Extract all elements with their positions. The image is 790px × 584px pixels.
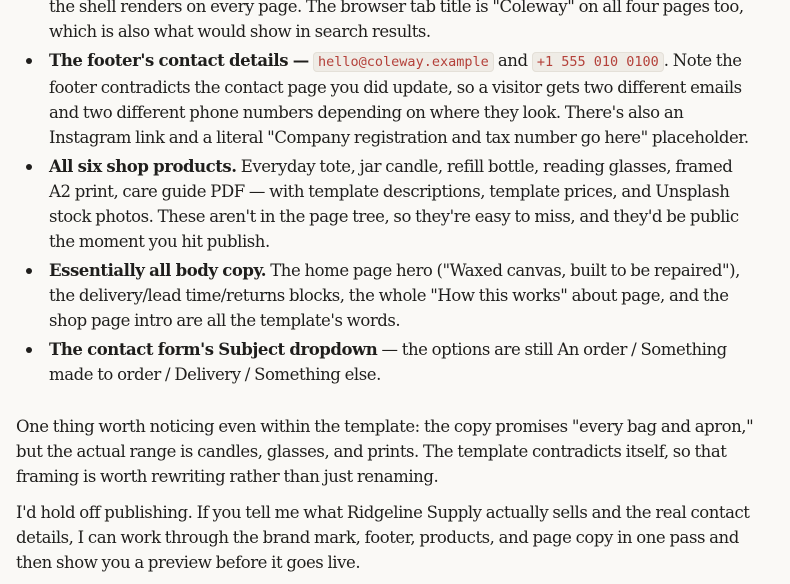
assistant-message [16,0,756,575]
bullet-dot-icon [26,164,32,170]
bullet-lead: All six shop products. [49,157,237,176]
bullet-text: Everyday tote, jar candle, refill bottle, reading glasses, framed A2 print, care guide PDF — with template descriptions, template prices, and Unsplash stock photos. These aren't in the page tree, so they're easy to miss, and they'd be public the moment you hit publish. [49,157,739,251]
bullet-text: — the options are still An order / Something made to order / Delivery / Something else. [49,340,727,384]
list-item-body-copy [16,258,756,333]
paragraph-template-contradiction: One thing worth noticing even within the template: the copy promises "every bag and apron," but the actual range is candles, glasses, and prints. The template contradicts itself, so that framing is worth rewriting rather than just renaming. [16,417,754,486]
paragraph-recommendation: I'd hold off publishing. If you tell me what Ridgeline Supply actually sells and the real contact details, I can work through the brand mark, footer, products, and page copy in one pass and then show you a preview before it goes live. [16,503,750,572]
list-item-footer-contact [16,48,756,150]
bullet-text: The home page hero ("Waxed canvas, built to be repaired"), the delivery/lead time/returns blocks, the whole "How this works" about page, and the shop page intro are all the template's words. [49,261,740,330]
list-item-subject-dropdown [16,337,756,387]
bullet-dot-icon [26,268,32,274]
inline-code-phone: +1 555 010 0100 [532,52,664,72]
intro-line-1: the shell renders on every page. The browser tab title is "Coleway" on all four pages too, [49,0,744,16]
findings-list [16,48,756,387]
list-item-shop-products [16,154,756,254]
bullet-lead: The footer's contact details — [49,51,309,70]
intro-continuation [16,0,756,44]
intro-line-2: which is also what would show in search results. [49,22,431,41]
bullet-dot-icon [26,58,32,64]
bullet-dot-icon [26,347,32,353]
bullet-lead: Essentially all body copy. [49,261,267,280]
bullet-connector: and [497,51,528,70]
bullet-text: . Note the footer contradicts the contact page you did update, so a visitor gets two different emails and two different phone numbers depending on where they look. There's also an Instagram link and a literal "Company registration and tax number go here" placeholder. [49,51,749,147]
inline-code-email: hello@coleway.example [313,52,494,72]
bullet-lead: The contact form's Subject dropdown [49,340,378,359]
